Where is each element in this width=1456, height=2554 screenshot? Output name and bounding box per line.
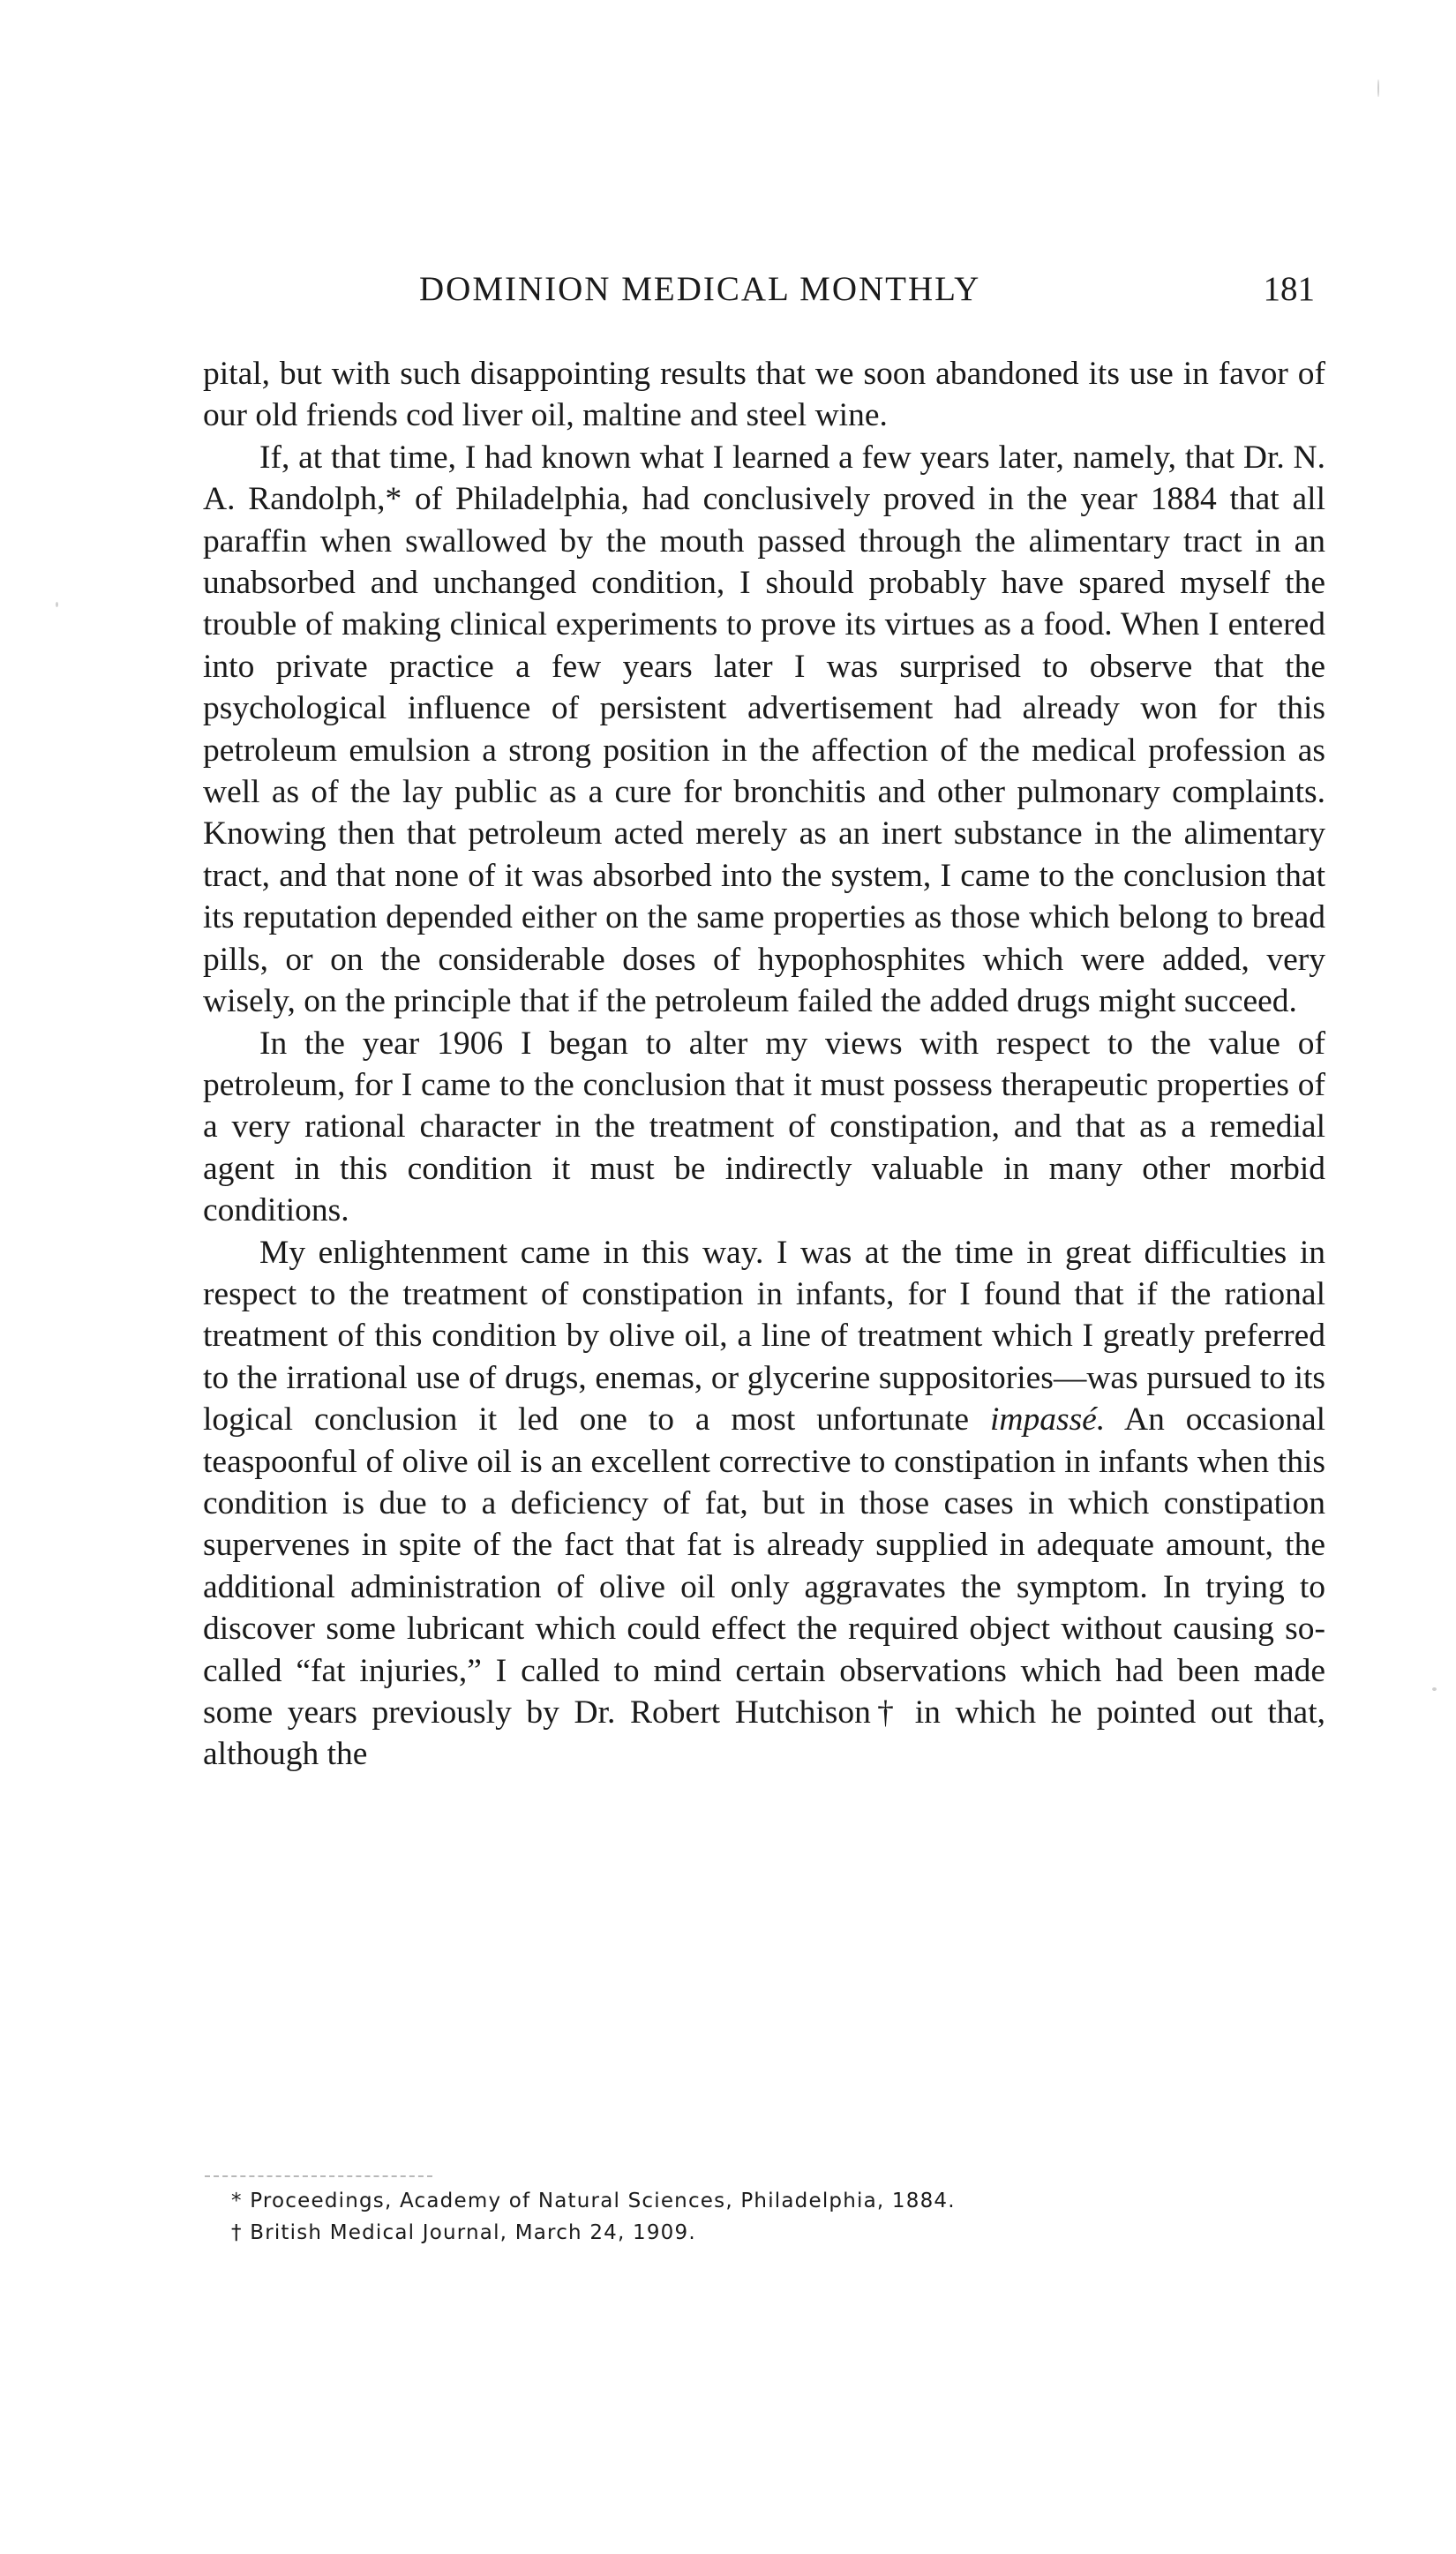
page-number: 181 — [1263, 270, 1315, 308]
running-head — [203, 269, 1332, 322]
footnote-dagger: † British Medical Journal, March 24, 1909. — [231, 2221, 696, 2244]
paragraph-enlightenment-part-2: An occasional teaspoonful of olive oil is an excellent corrective to constipation in infants when this condition is due to a deficiency of fat, but in those cases in which constipation supervenes in spite of the fact that fat is already supplied in adequate amount, the additional administration of olive oil only aggravates the symptom. In trying to discover some lubricant which could effect the required object without causing so-called “fat injuries,” I called to mind certain observations which had been made some years previously by Dr. Robert Hutchison† in which he pointed out that, although the — [203, 1401, 1326, 1773]
running-title: DOMINION MEDICAL MONTHLY — [419, 270, 981, 308]
paragraph-1906: In the year 1906 I began to alter my views with respect to the value of petroleum, for I came to the conclusion that it must possess therapeutic properties of a very rational character in the treatment of constipation, and that as a remedial agent in this condition it must be indirectly valuable in many other morbid conditions. — [203, 1025, 1325, 1229]
footnote-asterisk: * Proceedings, Academy of Natural Sciences, Philadelphia, 1884. — [231, 2190, 956, 2212]
paragraph-continuation: pital, but with such disappointing results that we soon abandoned its use in favor of our old friends cod liver oil, maltine and steel wine. — [203, 356, 1325, 434]
scan-speck — [56, 602, 58, 607]
footnotes — [231, 2185, 1325, 2249]
body-text — [203, 353, 1325, 1776]
paragraph-enlightenment-part-1: My enlightenment came in this way. I was at the time in great difficulties in respect to the treatment of constipation in infants, for I found that if the rational treatment of this condition by olive oil, a line of treatment which I greatly preferred to the irrational use of drugs, enemas, or glycerine suppositories—was pursued to its logical conclusion it led one to a most unfortunate — [203, 1234, 1325, 1439]
footnote-divider — [205, 2175, 432, 2177]
paragraph-enlightenment — [203, 1232, 1325, 1776]
scan-speck — [1432, 1687, 1437, 1691]
paragraph-randolph: If, at that time, I had known what I learned a few years later, namely, that Dr. N. A. Randolph,* of Philadelphia, had conclusively proved in the year 1884 that all paraffin when swallowed by the mouth passed through the alimentary tract in an unabsorbed and unchanged condition, I should probably have spared myself the trouble of making clinical experiments to prove its virtues as a food. When I entered into private practice a few years later I was surprised to observe that the psychological influence of persistent advertisement had already won for this petroleum emulsion a strong position in the affection of the medical profession as well as of the lay public as a cure for bronchitis and other pulmonary complaints. Knowing then that petroleum acted merely as an inert substance in the alimentary tract, and that none of it was absorbed into the system, I came to the conclusion that its reputation depended either on the same properties as those which belong to bread pills, or on the considerable doses of hypophosphites which were added, very wisely, on the principle that if the petroleum failed the added drugs might succeed. — [203, 439, 1325, 1020]
italic-impasse: impassé. — [989, 1401, 1106, 1439]
scan-speck — [1377, 79, 1379, 97]
